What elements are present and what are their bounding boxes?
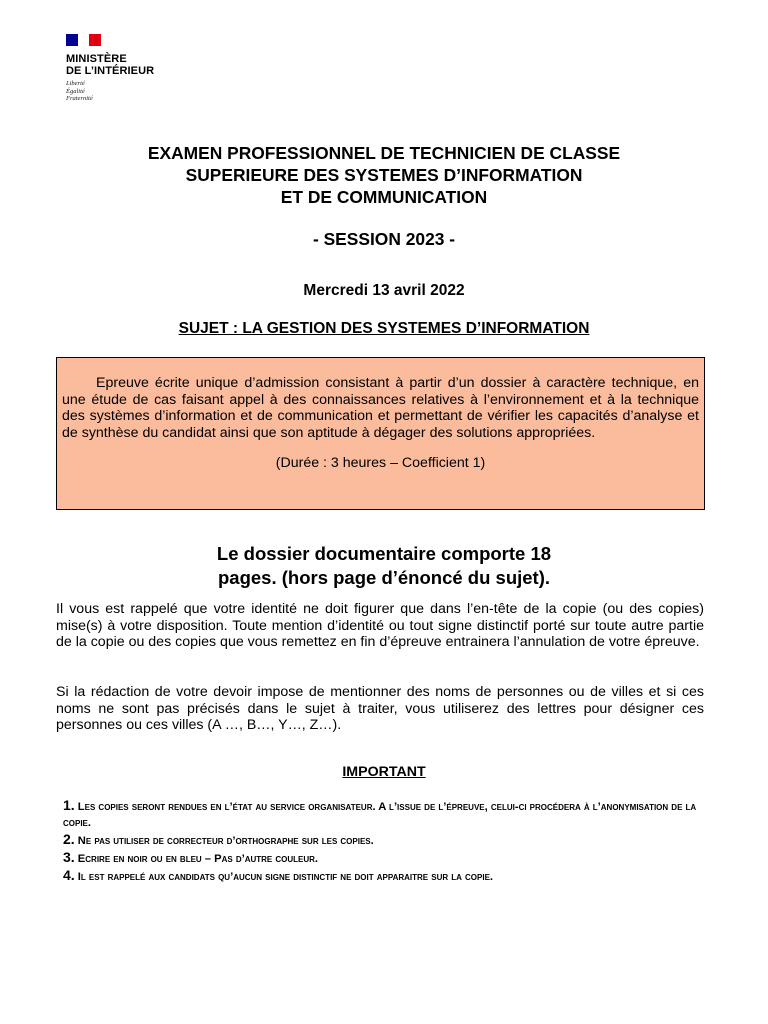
rule-text: Les copies seront rendues en l’état au service organisateur. A l’issue de l’épreuve, celui-ci procédera à l’anonymisation de la copie.	[63, 801, 697, 829]
flag-white-band	[78, 34, 90, 46]
exam-title-line: EXAMEN PROFESSIONNEL DE TECHNICIEN DE CLASSE	[147, 143, 621, 163]
rule-text: Ne pas utiliser de correcteur d’orthographe sur les copies.	[77, 835, 374, 847]
rule-item	[63, 831, 713, 849]
exam-duration: (Durée : 3 heures – Coefficient 1)	[275, 455, 486, 472]
motto-egalite: Égalité	[66, 87, 85, 95]
exam-description: Epreuve écrite unique d’admission consistant à partir d’un dossier à caractère technique, en une étude de cas faisant appel à des connaissances relatives à l’environnement et à la technique des systèmes d’information et de communication et permettant de vérifier les capacités d’analyse et de synthèse du candidat ainsi que son aptitude à dégager des solutions appropriées.	[62, 375, 699, 441]
republic-motto	[66, 80, 176, 103]
exam-title	[0, 142, 768, 208]
rule-text: Il est rappelé aux candidats qu’aucun signe distinctif ne doit apparaitre sur la copie.	[77, 871, 494, 883]
ministry-name-line2: DE L’INTÉRIEUR	[66, 65, 155, 77]
exam-title-line: SUPERIEURE DES SYSTEMES D’INFORMATION	[185, 165, 583, 185]
rule-number: 2.	[63, 831, 75, 847]
dossier-notice	[0, 542, 768, 590]
rule-item	[63, 867, 713, 885]
ministry-name-line1: MINISTÈRE	[66, 53, 127, 65]
flag-blue-band	[66, 34, 78, 46]
session-label: - SESSION 2023 -	[312, 229, 456, 249]
important-heading: IMPORTANT	[342, 764, 426, 780]
dossier-notice-line: Le dossier documentaire comporte 18	[216, 543, 552, 564]
french-flag-icon	[66, 34, 101, 46]
identity-paragraph: Il vous est rappelé que votre identité ne doit figurer que dans l’en-tête de la copie (ou des copies) mise(s) à votre disposition. Toute mention d’identité ou tout signe distinctif porté sur toute autre partie de la copie ou des copies que vous remettez en fin d’épreuve entrainera l’annulation de votre épreuve.	[56, 601, 704, 651]
ministry-logo	[66, 34, 176, 103]
motto-fraternite: Fraternité	[66, 95, 93, 102]
anonymity-paragraph: Si la rédaction de votre devoir impose de mentionner des noms de personnes ou de villes et si ces noms ne sont pas précisés dans le sujet à traiter, vous utiliserez des lettres pour désigner ces personnes ou ces villes (A …, B…, Y…, Z…).	[56, 684, 704, 734]
exam-description-box	[56, 357, 705, 510]
exam-date: Mercredi 13 avril 2022	[303, 282, 465, 299]
rule-number: 4.	[63, 867, 75, 883]
rules-list	[63, 797, 713, 885]
flag-red-band	[89, 34, 101, 46]
rule-text: Ecrire en noir ou en bleu – Pas d’autre couleur.	[77, 853, 319, 865]
rule-number: 1.	[63, 797, 75, 813]
subject-heading: SUJET : LA GESTION DES SYSTEMES D’INFORMATION	[178, 320, 590, 337]
rule-item	[63, 849, 713, 867]
rule-item	[63, 797, 713, 831]
exam-title-line: ET DE COMMUNICATION	[280, 187, 488, 207]
motto-liberte: Liberté	[66, 80, 85, 87]
rule-number: 3.	[63, 849, 75, 865]
dossier-notice-line: pages. (hors page d’énoncé du sujet).	[217, 567, 551, 588]
